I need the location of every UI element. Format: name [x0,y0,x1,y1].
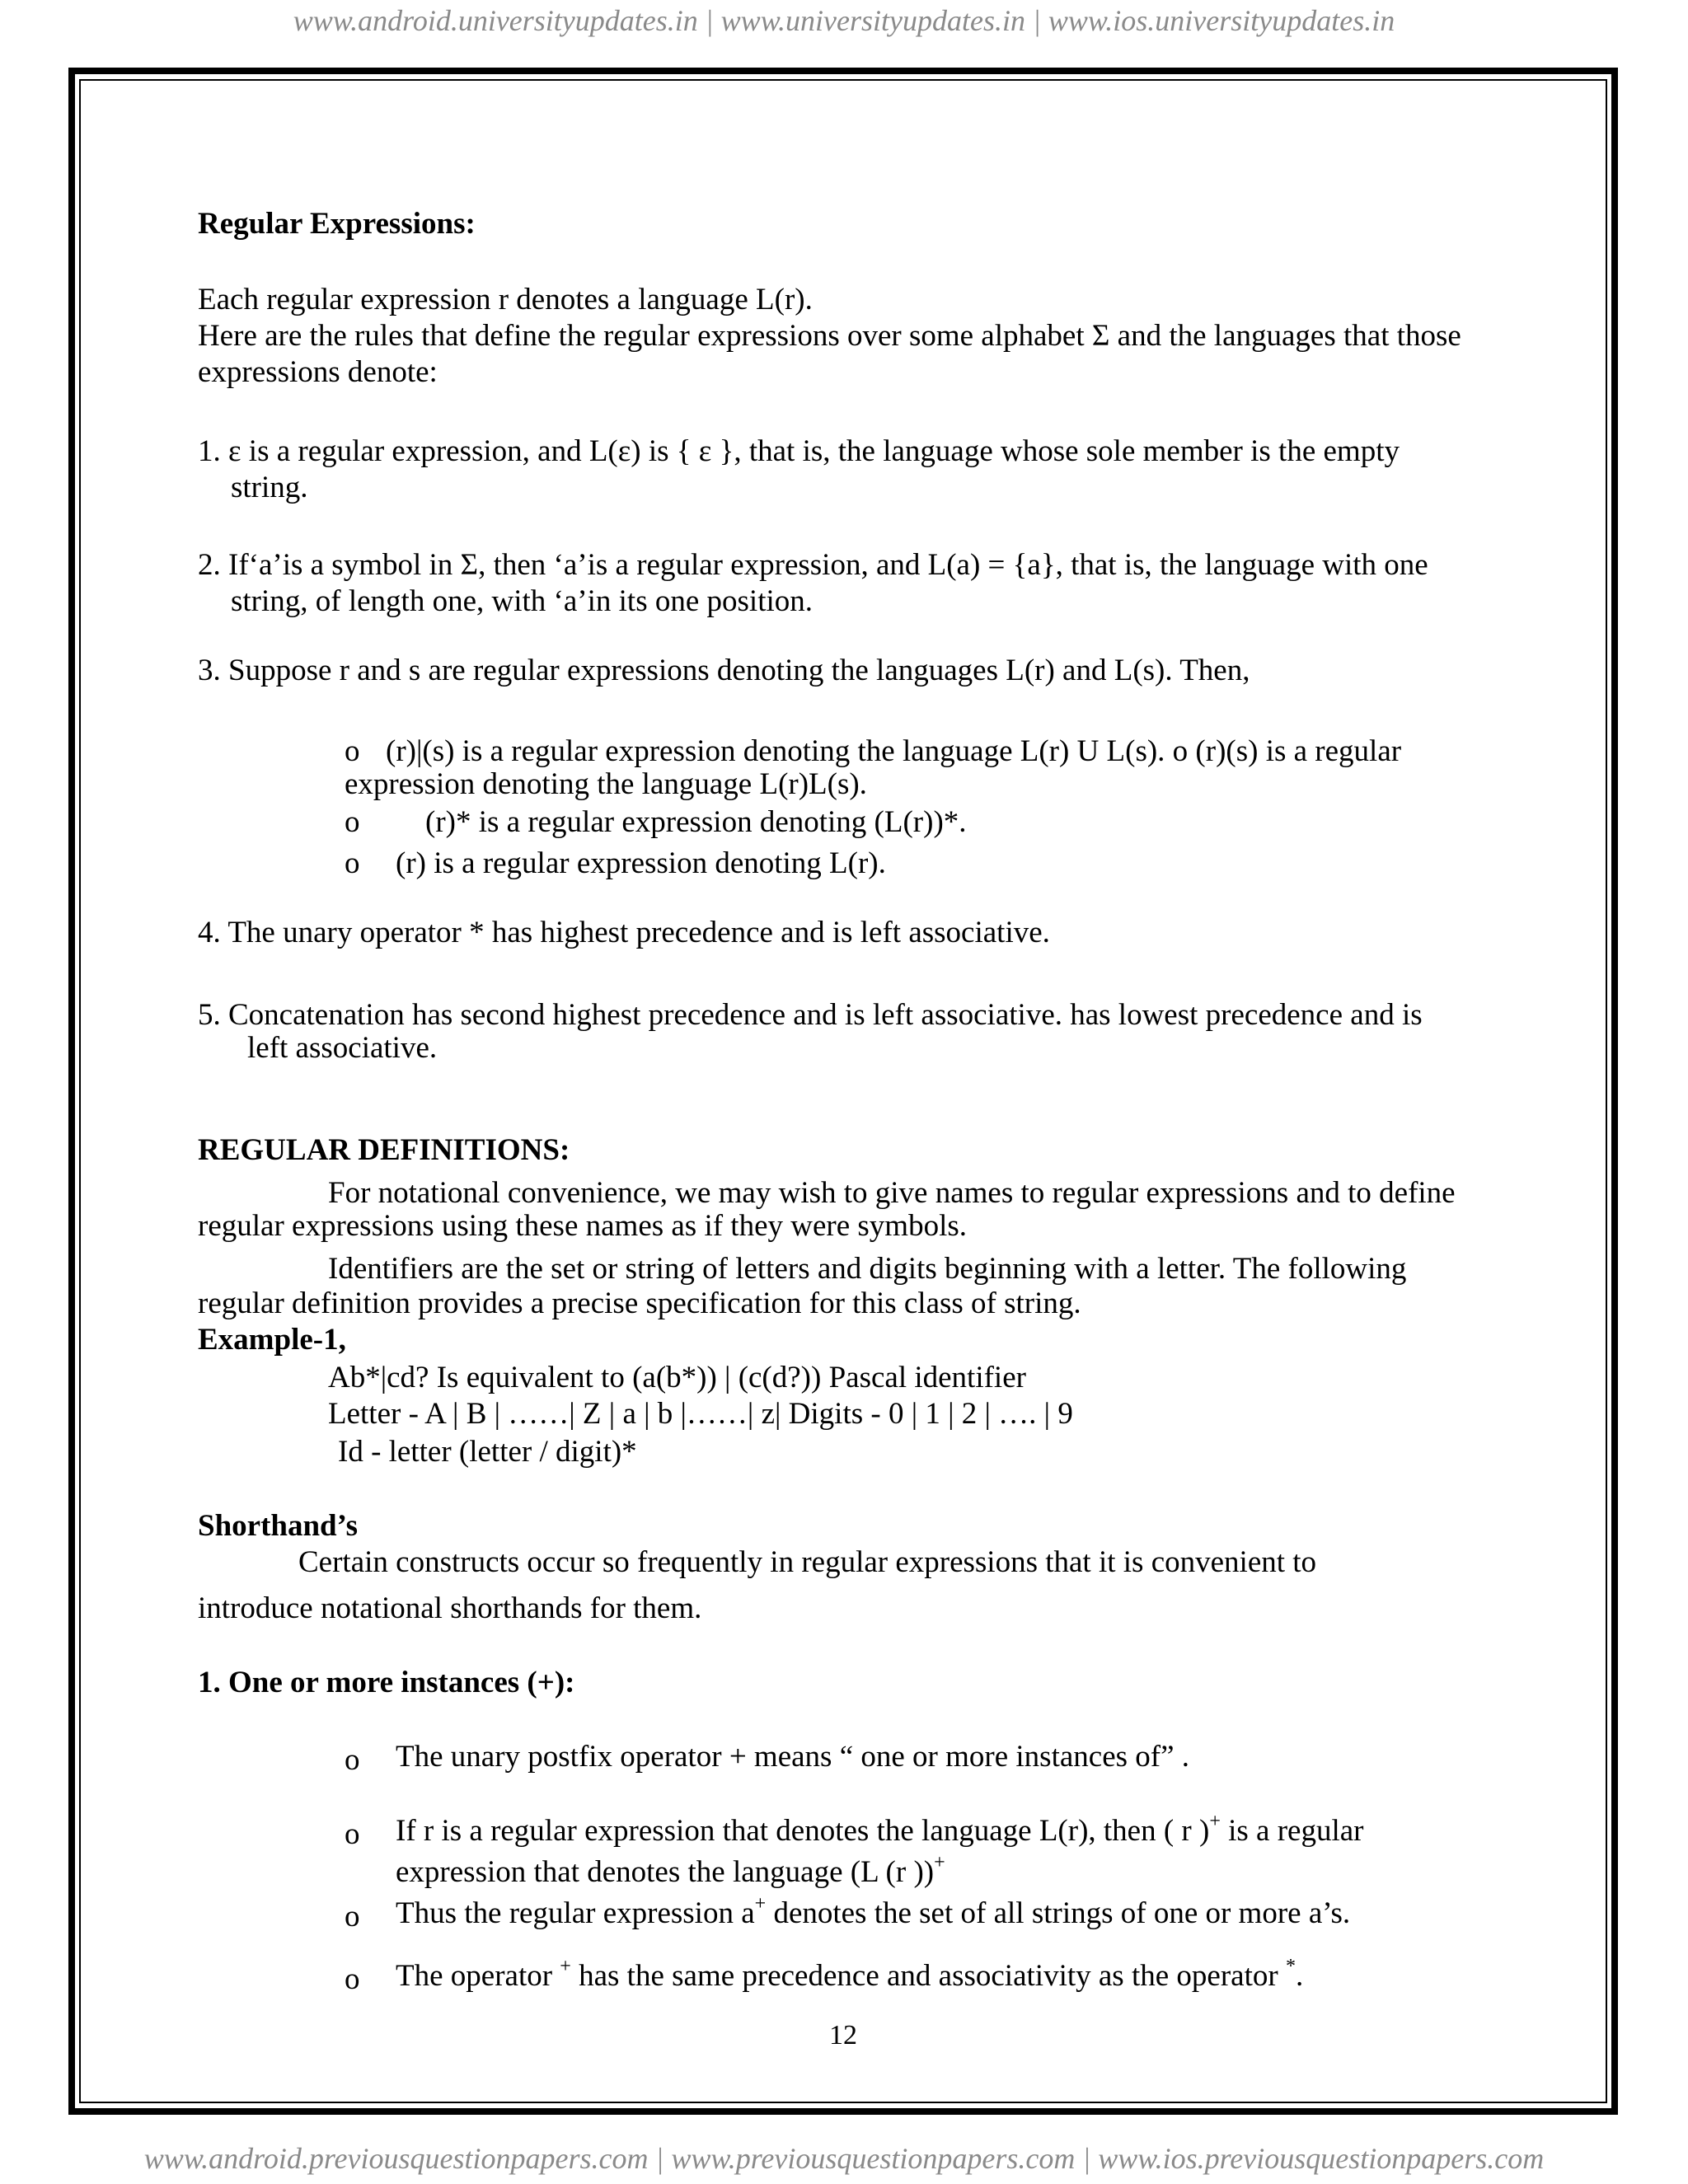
section-heading-shorthands: Shorthand’s [198,1509,358,1543]
sub-item-2: (r)* is a regular expression denoting (L(r))*. [425,805,967,839]
intro-line-2: Here are the rules that define the regular expressions over some alphabet Σ and the languages that those [198,319,1461,353]
shorthand-para-line-1: Certain constructs occur so frequently in regular expressions that it is convenient to [298,1545,1317,1579]
section-heading-regular-definitions: REGULAR DEFINITIONS: [198,1133,570,1167]
rule-2-line-2: string, of length one, with ‘a’in its one position. [231,584,813,618]
intro-line-1: Each regular expression r denotes a language L(r). [198,283,813,316]
page-number: 12 [829,2020,857,2050]
sub-item-1-line-2: expression denoting the language L(r)L(s). [345,767,867,801]
rule-3: 3. Suppose r and s are regular expressions denoting the languages L(r) and L(s). Then, [198,654,1250,687]
plus-bullet-1: o [345,1743,360,1777]
shorthand-para-line-2: introduce notational shorthands for them. [198,1591,702,1625]
example-line-3: Id - letter (letter / digit)* [338,1435,637,1469]
example-heading: Example-1, [198,1323,346,1357]
definitions-para-1-line-2: regular expressions using these names as if they were symbols. [198,1209,968,1243]
example-line-1: Ab*|cd? Is equivalent to (a(b*)) | (c(d?)) Pascal identifier [328,1361,1026,1394]
rule-4: 4. The unary operator * has highest precedence and is left associative. [198,916,1050,949]
definitions-para-1-line-1: For notational convenience, we may wish to give names to regular expressions and to define [328,1176,1456,1210]
plus-bullet-2: o [345,1817,360,1851]
sub-bullet-2: o [345,805,360,839]
sub-bullet-1: o [345,734,360,768]
plus-bullet-3: o [345,1900,360,1933]
intro-line-3: expressions denote: [198,355,438,389]
subheading-one-or-more: 1. One or more instances (+): [198,1666,575,1699]
rule-5-line-1: 5. Concatenation has second highest precedence and is left associative. has lowest precedence and is [198,998,1423,1032]
plus-item-2-line-2: expression that denotes the language (L (r ))+ [396,1852,945,1889]
plus-item-1: The unary postfix operator + means “ one or more instances of” . [396,1740,1190,1774]
definitions-para-2-line-1: Identifiers are the set or string of letters and digits beginning with a letter. The following [328,1252,1407,1286]
rule-1-line-1: 1. ε is a regular expression, and L(ε) is { ε }, that is, the language whose sole member is the empty [198,434,1400,468]
plus-item-4: The operator + has the same precedence and associativity as the operator *. [396,1956,1304,1993]
rule-1-line-2: string. [231,471,308,504]
sub-bullet-3: o [345,846,360,880]
plus-bullet-4: o [345,1962,360,1996]
plus-item-3: Thus the regular expression a+ denotes the set of all strings of one or more a’s. [396,1893,1351,1930]
example-line-2: Letter - A | B | ……| Z | a | b |……| z| Digits - 0 | 1 | 2 | …. | 9 [328,1397,1073,1431]
section-heading-regular-expressions: Regular Expressions: [198,207,476,241]
plus-item-2-line-1: If r is a regular expression that denotes the language L(r), then ( r )+ is a regular [396,1811,1364,1848]
watermark-bottom: www.android.previousquestionpapers.com | www.previousquestionpapers.com | www.ios.previousquestionpapers.com [143,2142,1545,2175]
sub-item-1-line-1: (r)|(s) is a regular expression denoting the language L(r) U L(s). o (r)(s) is a regular [386,734,1402,768]
definitions-para-2-line-2: regular definition provides a precise specification for this class of string. [198,1286,1081,1320]
sub-item-3: (r) is a regular expression denoting L(r). [396,846,886,880]
rule-2-line-1: 2. If‘a’is a symbol in Σ, then ‘a’is a regular expression, and L(a) = {a}, that is, the language with one [198,548,1428,582]
watermark-top: www.android.universityupdates.in | www.universityupdates.in | www.ios.universityupdates.in [293,4,1395,37]
rule-5-line-2: left associative. [247,1031,438,1065]
